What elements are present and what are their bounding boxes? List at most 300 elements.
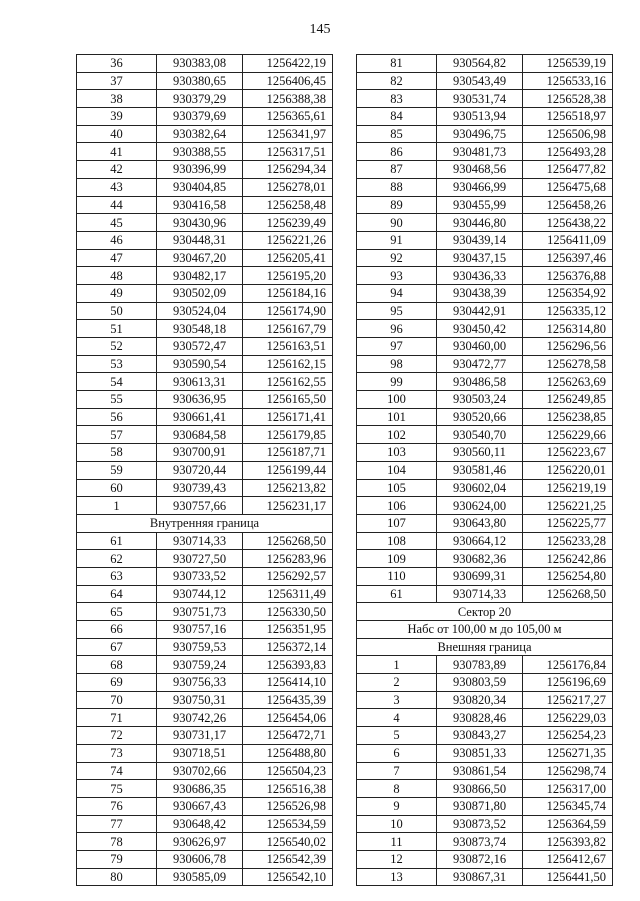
point-number: 53	[77, 355, 157, 373]
point-number: 13	[357, 868, 437, 886]
table-row	[77, 656, 333, 674]
y-coordinate: 1256351,95	[243, 621, 333, 639]
table-row	[77, 621, 333, 639]
table-row	[357, 90, 613, 108]
y-coordinate: 1256533,16	[523, 72, 613, 90]
y-coordinate: 1256526,98	[243, 797, 333, 815]
table-row	[357, 797, 613, 815]
x-coordinate: 930572,47	[157, 338, 243, 356]
point-number: 65	[77, 603, 157, 621]
point-number: 74	[77, 762, 157, 780]
page-number: 145	[309, 22, 331, 37]
x-coordinate: 930436,33	[437, 267, 523, 285]
x-coordinate: 930757,66	[157, 497, 243, 515]
point-number: 64	[77, 585, 157, 603]
table-row	[357, 426, 613, 444]
point-number: 101	[357, 408, 437, 426]
y-coordinate: 1256372,14	[243, 638, 333, 656]
table-row	[357, 391, 613, 409]
point-number: 41	[77, 143, 157, 161]
table-row	[77, 178, 333, 196]
y-coordinate: 1256335,12	[523, 302, 613, 320]
point-number: 92	[357, 249, 437, 267]
y-coordinate: 1256199,44	[243, 461, 333, 479]
point-number: 105	[357, 479, 437, 497]
x-coordinate: 930540,70	[437, 426, 523, 444]
point-number: 51	[77, 320, 157, 338]
table-row	[357, 691, 613, 709]
y-coordinate: 1256364,59	[523, 815, 613, 833]
x-coordinate: 930873,74	[437, 833, 523, 851]
y-coordinate: 1256317,51	[243, 143, 333, 161]
y-coordinate: 1256292,57	[243, 567, 333, 585]
x-coordinate: 930744,12	[157, 585, 243, 603]
y-coordinate: 1256258,48	[243, 196, 333, 214]
table-row	[77, 249, 333, 267]
y-coordinate: 1256217,27	[523, 691, 613, 709]
y-coordinate: 1256435,39	[243, 691, 333, 709]
table-row	[357, 727, 613, 745]
x-coordinate: 930531,74	[437, 90, 523, 108]
y-coordinate: 1256422,19	[243, 55, 333, 73]
y-coordinate: 1256477,82	[523, 161, 613, 179]
y-coordinate: 1256504,23	[243, 762, 333, 780]
y-coordinate: 1256393,83	[243, 656, 333, 674]
y-coordinate: 1256296,56	[523, 338, 613, 356]
table-row	[77, 815, 333, 833]
y-coordinate: 1256268,50	[243, 532, 333, 550]
y-coordinate: 1256314,80	[523, 320, 613, 338]
table-row	[77, 727, 333, 745]
table-row	[357, 178, 613, 196]
table-row	[77, 408, 333, 426]
x-coordinate: 930727,50	[157, 550, 243, 568]
x-coordinate: 930430,96	[157, 214, 243, 232]
table-row	[77, 391, 333, 409]
point-number: 49	[77, 284, 157, 302]
x-coordinate: 930636,95	[157, 391, 243, 409]
x-coordinate: 930756,33	[157, 674, 243, 692]
table-row	[77, 479, 333, 497]
point-number: 89	[357, 196, 437, 214]
point-number: 84	[357, 108, 437, 126]
y-coordinate: 1256539,19	[523, 55, 613, 73]
y-coordinate: 1256441,50	[523, 868, 613, 886]
y-coordinate: 1256278,58	[523, 355, 613, 373]
y-coordinate: 1256283,96	[243, 550, 333, 568]
table-row	[357, 656, 613, 674]
table-row	[77, 585, 333, 603]
table-row	[357, 267, 613, 285]
point-number: 2	[357, 674, 437, 692]
point-number: 91	[357, 231, 437, 249]
point-number: 79	[77, 850, 157, 868]
table-row	[77, 550, 333, 568]
table-row	[77, 868, 333, 886]
point-number: 5	[357, 727, 437, 745]
table-row	[77, 461, 333, 479]
point-number: 103	[357, 444, 437, 462]
x-coordinate: 930866,50	[437, 780, 523, 798]
y-coordinate: 1256238,85	[523, 408, 613, 426]
table-row	[357, 709, 613, 727]
point-number: 42	[77, 161, 157, 179]
point-number: 7	[357, 762, 437, 780]
x-coordinate: 930867,31	[437, 868, 523, 886]
table-row	[357, 868, 613, 886]
x-coordinate: 930467,20	[157, 249, 243, 267]
section-header: Внешняя граница	[357, 638, 613, 656]
table-row	[77, 72, 333, 90]
y-coordinate: 1256311,49	[243, 585, 333, 603]
point-number: 69	[77, 674, 157, 692]
point-number: 48	[77, 267, 157, 285]
x-coordinate: 930382,64	[157, 125, 243, 143]
point-number: 85	[357, 125, 437, 143]
x-coordinate: 930481,73	[437, 143, 523, 161]
x-coordinate: 930648,42	[157, 815, 243, 833]
table-row	[357, 355, 613, 373]
x-coordinate: 930686,35	[157, 780, 243, 798]
point-number: 50	[77, 302, 157, 320]
point-number: 55	[77, 391, 157, 409]
point-number: 98	[357, 355, 437, 373]
x-coordinate: 930455,99	[437, 196, 523, 214]
point-number: 63	[77, 567, 157, 585]
x-coordinate: 930606,78	[157, 850, 243, 868]
y-coordinate: 1256254,23	[523, 727, 613, 745]
table-row	[357, 338, 613, 356]
point-number: 46	[77, 231, 157, 249]
y-coordinate: 1256294,34	[243, 161, 333, 179]
y-coordinate: 1256472,71	[243, 727, 333, 745]
point-number: 62	[77, 550, 157, 568]
y-coordinate: 1256540,02	[243, 833, 333, 851]
x-coordinate: 930643,80	[437, 514, 523, 532]
y-coordinate: 1256167,79	[243, 320, 333, 338]
table-row	[357, 55, 613, 73]
x-coordinate: 930496,75	[437, 125, 523, 143]
point-number: 110	[357, 567, 437, 585]
x-coordinate: 930667,43	[157, 797, 243, 815]
x-coordinate: 930739,43	[157, 479, 243, 497]
y-coordinate: 1256239,49	[243, 214, 333, 232]
table-row	[357, 780, 613, 798]
x-coordinate: 930624,00	[437, 497, 523, 515]
x-coordinate: 930714,33	[437, 585, 523, 603]
y-coordinate: 1256213,82	[243, 479, 333, 497]
point-number: 56	[77, 408, 157, 426]
table-row	[357, 125, 613, 143]
section-header-row	[357, 621, 613, 639]
y-coordinate: 1256528,38	[523, 90, 613, 108]
table-row	[77, 691, 333, 709]
table-row	[77, 55, 333, 73]
table-row	[77, 638, 333, 656]
point-number: 61	[357, 585, 437, 603]
point-number: 12	[357, 850, 437, 868]
point-number: 39	[77, 108, 157, 126]
x-coordinate: 930560,11	[437, 444, 523, 462]
section-header-row	[77, 514, 333, 532]
x-coordinate: 930585,09	[157, 868, 243, 886]
y-coordinate: 1256242,86	[523, 550, 613, 568]
x-coordinate: 930383,08	[157, 55, 243, 73]
x-coordinate: 930731,17	[157, 727, 243, 745]
table-row	[77, 762, 333, 780]
x-coordinate: 930482,17	[157, 267, 243, 285]
y-coordinate: 1256534,59	[243, 815, 333, 833]
y-coordinate: 1256195,20	[243, 267, 333, 285]
point-number: 86	[357, 143, 437, 161]
x-coordinate: 930548,18	[157, 320, 243, 338]
x-coordinate: 930861,54	[437, 762, 523, 780]
x-coordinate: 930750,31	[157, 691, 243, 709]
table-row	[357, 231, 613, 249]
x-coordinate: 930404,85	[157, 178, 243, 196]
y-coordinate: 1256268,50	[523, 585, 613, 603]
y-coordinate: 1256187,71	[243, 444, 333, 462]
y-coordinate: 1256458,26	[523, 196, 613, 214]
table-row	[77, 355, 333, 373]
y-coordinate: 1256488,80	[243, 744, 333, 762]
point-number: 38	[77, 90, 157, 108]
x-coordinate: 930718,51	[157, 744, 243, 762]
point-number: 95	[357, 302, 437, 320]
x-coordinate: 930438,39	[437, 284, 523, 302]
table-row	[357, 850, 613, 868]
y-coordinate: 1256219,19	[523, 479, 613, 497]
section-header-row	[357, 603, 613, 621]
y-coordinate: 1256249,85	[523, 391, 613, 409]
point-number: 82	[357, 72, 437, 90]
y-coordinate: 1256411,09	[523, 231, 613, 249]
point-number: 75	[77, 780, 157, 798]
point-number: 73	[77, 744, 157, 762]
point-number: 1	[357, 656, 437, 674]
table-row	[77, 231, 333, 249]
y-coordinate: 1256196,69	[523, 674, 613, 692]
y-coordinate: 1256542,10	[243, 868, 333, 886]
x-coordinate: 930714,33	[157, 532, 243, 550]
y-coordinate: 1256345,74	[523, 797, 613, 815]
x-coordinate: 930759,24	[157, 656, 243, 674]
point-number: 81	[357, 55, 437, 73]
point-number: 80	[77, 868, 157, 886]
table-row	[357, 143, 613, 161]
table-row	[357, 444, 613, 462]
point-number: 107	[357, 514, 437, 532]
point-number: 37	[77, 72, 157, 90]
point-number: 60	[77, 479, 157, 497]
x-coordinate: 930379,69	[157, 108, 243, 126]
point-number: 1	[77, 497, 157, 515]
point-number: 90	[357, 214, 437, 232]
point-number: 6	[357, 744, 437, 762]
x-coordinate: 930783,89	[437, 656, 523, 674]
point-number: 57	[77, 426, 157, 444]
table-row	[357, 744, 613, 762]
table-row	[77, 125, 333, 143]
x-coordinate: 930502,09	[157, 284, 243, 302]
table-row	[77, 161, 333, 179]
point-number: 47	[77, 249, 157, 267]
point-number: 93	[357, 267, 437, 285]
x-coordinate: 930851,33	[437, 744, 523, 762]
table-row	[357, 72, 613, 90]
y-coordinate: 1256412,67	[523, 850, 613, 868]
x-coordinate: 930486,58	[437, 373, 523, 391]
table-row	[357, 514, 613, 532]
point-number: 71	[77, 709, 157, 727]
point-number: 102	[357, 426, 437, 444]
table-row	[77, 797, 333, 815]
y-coordinate: 1256221,26	[243, 231, 333, 249]
x-coordinate: 930664,12	[437, 532, 523, 550]
y-coordinate: 1256518,97	[523, 108, 613, 126]
x-coordinate: 930661,41	[157, 408, 243, 426]
table-row	[357, 408, 613, 426]
point-number: 66	[77, 621, 157, 639]
table-row	[77, 426, 333, 444]
y-coordinate: 1256454,06	[243, 709, 333, 727]
y-coordinate: 1256165,50	[243, 391, 333, 409]
point-number: 9	[357, 797, 437, 815]
y-coordinate: 1256493,28	[523, 143, 613, 161]
x-coordinate: 930446,80	[437, 214, 523, 232]
point-number: 68	[77, 656, 157, 674]
table-row	[77, 214, 333, 232]
x-coordinate: 930468,56	[437, 161, 523, 179]
x-coordinate: 930520,66	[437, 408, 523, 426]
table-row	[357, 249, 613, 267]
table-row	[357, 674, 613, 692]
point-number: 106	[357, 497, 437, 515]
x-coordinate: 930820,34	[437, 691, 523, 709]
point-number: 108	[357, 532, 437, 550]
y-coordinate: 1256184,16	[243, 284, 333, 302]
point-number: 45	[77, 214, 157, 232]
point-number: 78	[77, 833, 157, 851]
table-row	[77, 709, 333, 727]
table-row	[357, 479, 613, 497]
y-coordinate: 1256171,41	[243, 408, 333, 426]
table-row	[357, 196, 613, 214]
x-coordinate: 930442,91	[437, 302, 523, 320]
y-coordinate: 1256162,55	[243, 373, 333, 391]
table-row	[357, 320, 613, 338]
y-coordinate: 1256376,88	[523, 267, 613, 285]
table-row	[357, 585, 613, 603]
point-number: 8	[357, 780, 437, 798]
y-coordinate: 1256229,03	[523, 709, 613, 727]
point-number: 10	[357, 815, 437, 833]
point-number: 3	[357, 691, 437, 709]
y-coordinate: 1256174,90	[243, 302, 333, 320]
table-row	[357, 833, 613, 851]
y-coordinate: 1256254,80	[523, 567, 613, 585]
table-row	[77, 444, 333, 462]
table-row	[77, 850, 333, 868]
table-row	[77, 320, 333, 338]
table-row	[357, 161, 613, 179]
x-coordinate: 930602,04	[437, 479, 523, 497]
x-coordinate: 930503,24	[437, 391, 523, 409]
y-coordinate: 1256271,35	[523, 744, 613, 762]
point-number: 4	[357, 709, 437, 727]
y-coordinate: 1256438,22	[523, 214, 613, 232]
table-row	[77, 90, 333, 108]
x-coordinate: 930871,80	[437, 797, 523, 815]
point-number: 77	[77, 815, 157, 833]
point-number: 54	[77, 373, 157, 391]
point-number: 11	[357, 833, 437, 851]
y-coordinate: 1256229,66	[523, 426, 613, 444]
x-coordinate: 930759,53	[157, 638, 243, 656]
y-coordinate: 1256220,01	[523, 461, 613, 479]
x-coordinate: 930437,15	[437, 249, 523, 267]
point-number: 58	[77, 444, 157, 462]
table-row	[357, 567, 613, 585]
y-coordinate: 1256542,39	[243, 850, 333, 868]
x-coordinate: 930564,82	[437, 55, 523, 73]
x-coordinate: 930543,49	[437, 72, 523, 90]
y-coordinate: 1256231,17	[243, 497, 333, 515]
point-number: 52	[77, 338, 157, 356]
x-coordinate: 930720,44	[157, 461, 243, 479]
y-coordinate: 1256233,28	[523, 532, 613, 550]
table-row	[77, 532, 333, 550]
point-number: 97	[357, 338, 437, 356]
point-number: 83	[357, 90, 437, 108]
table-row	[77, 674, 333, 692]
point-number: 59	[77, 461, 157, 479]
table-row	[77, 373, 333, 391]
y-coordinate: 1256278,01	[243, 178, 333, 196]
table-row	[357, 532, 613, 550]
table-row	[357, 284, 613, 302]
y-coordinate: 1256179,85	[243, 426, 333, 444]
y-coordinate: 1256341,97	[243, 125, 333, 143]
x-coordinate: 930388,55	[157, 143, 243, 161]
x-coordinate: 930380,65	[157, 72, 243, 90]
point-number: 70	[77, 691, 157, 709]
table-row	[77, 780, 333, 798]
table-row	[357, 550, 613, 568]
table-row	[77, 603, 333, 621]
section-header-row	[357, 638, 613, 656]
x-coordinate: 930448,31	[157, 231, 243, 249]
x-coordinate: 930700,91	[157, 444, 243, 462]
point-number: 44	[77, 196, 157, 214]
x-coordinate: 930472,77	[437, 355, 523, 373]
point-number: 36	[77, 55, 157, 73]
table-row	[77, 744, 333, 762]
x-coordinate: 930733,52	[157, 567, 243, 585]
x-coordinate: 930702,66	[157, 762, 243, 780]
x-coordinate: 930803,59	[437, 674, 523, 692]
y-coordinate: 1256263,69	[523, 373, 613, 391]
x-coordinate: 930751,73	[157, 603, 243, 621]
point-number: 94	[357, 284, 437, 302]
point-number: 96	[357, 320, 437, 338]
y-coordinate: 1256516,38	[243, 780, 333, 798]
table-row	[357, 214, 613, 232]
y-coordinate: 1256414,10	[243, 674, 333, 692]
table-row	[77, 833, 333, 851]
point-number: 87	[357, 161, 437, 179]
x-coordinate: 930626,97	[157, 833, 243, 851]
